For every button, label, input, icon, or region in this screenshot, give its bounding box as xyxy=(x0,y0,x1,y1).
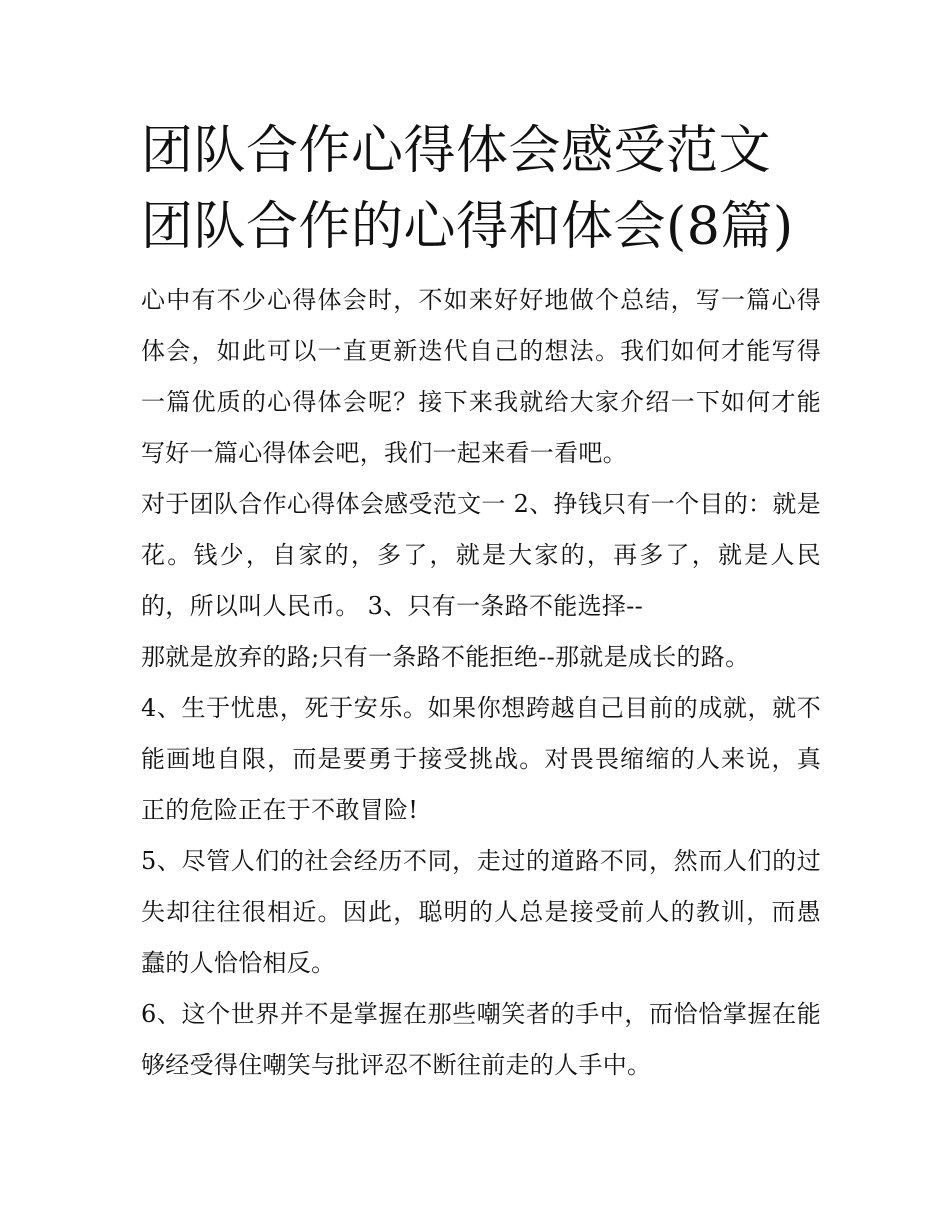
paragraph-intro: 心中有不少心得体会时，不如来好好地做个总结，写一篇心得体会，如此可以一直更新迭代自己的想法。我们如何才能写得一篇优质的心得体会呢？接下来我就给大家介绍一下如何才能写好一篇心得体会吧，我们一起来看一看吧。 xyxy=(141,286,821,467)
paragraph-4: 5、尽管人们的社会经历不同，走过的道路不同，然而人们的过失却往往很相近。因此，聪明的人总是接受前人的教训，而愚蠢的人恰恰相反。 xyxy=(141,847,821,977)
document-title: 团队合作心得体会感受范文 团队合作的心得和体会(8篇) xyxy=(141,121,794,257)
paragraph-3: 4、生于忧患，死于安乐。如果你想跨越自己目前的成就，就不能画地自限，而是要勇于接受挑战。对畏畏缩缩的人来说，真正的危险正在于不敢冒险! xyxy=(141,694,821,824)
paragraph-2: 那就是放弃的路;只有一条路不能拒绝--那就是成长的路。 xyxy=(141,643,750,671)
paragraph-1: 对于团队合作心得体会感受范文一 2、挣钱只有一个目的：就是花。钱少，自家的，多了，就是大家的，再多了，就是人民的，所以叫人民币。 3、只有一条路不能选择-- xyxy=(141,490,821,620)
document-content xyxy=(141,113,821,1091)
paragraph-5: 6、这个世界并不是掌握在那些嘲笑者的手中，而恰恰掌握在能够经受得住嘲笑与批评忍不断往前走的人手中。 xyxy=(141,1000,821,1079)
